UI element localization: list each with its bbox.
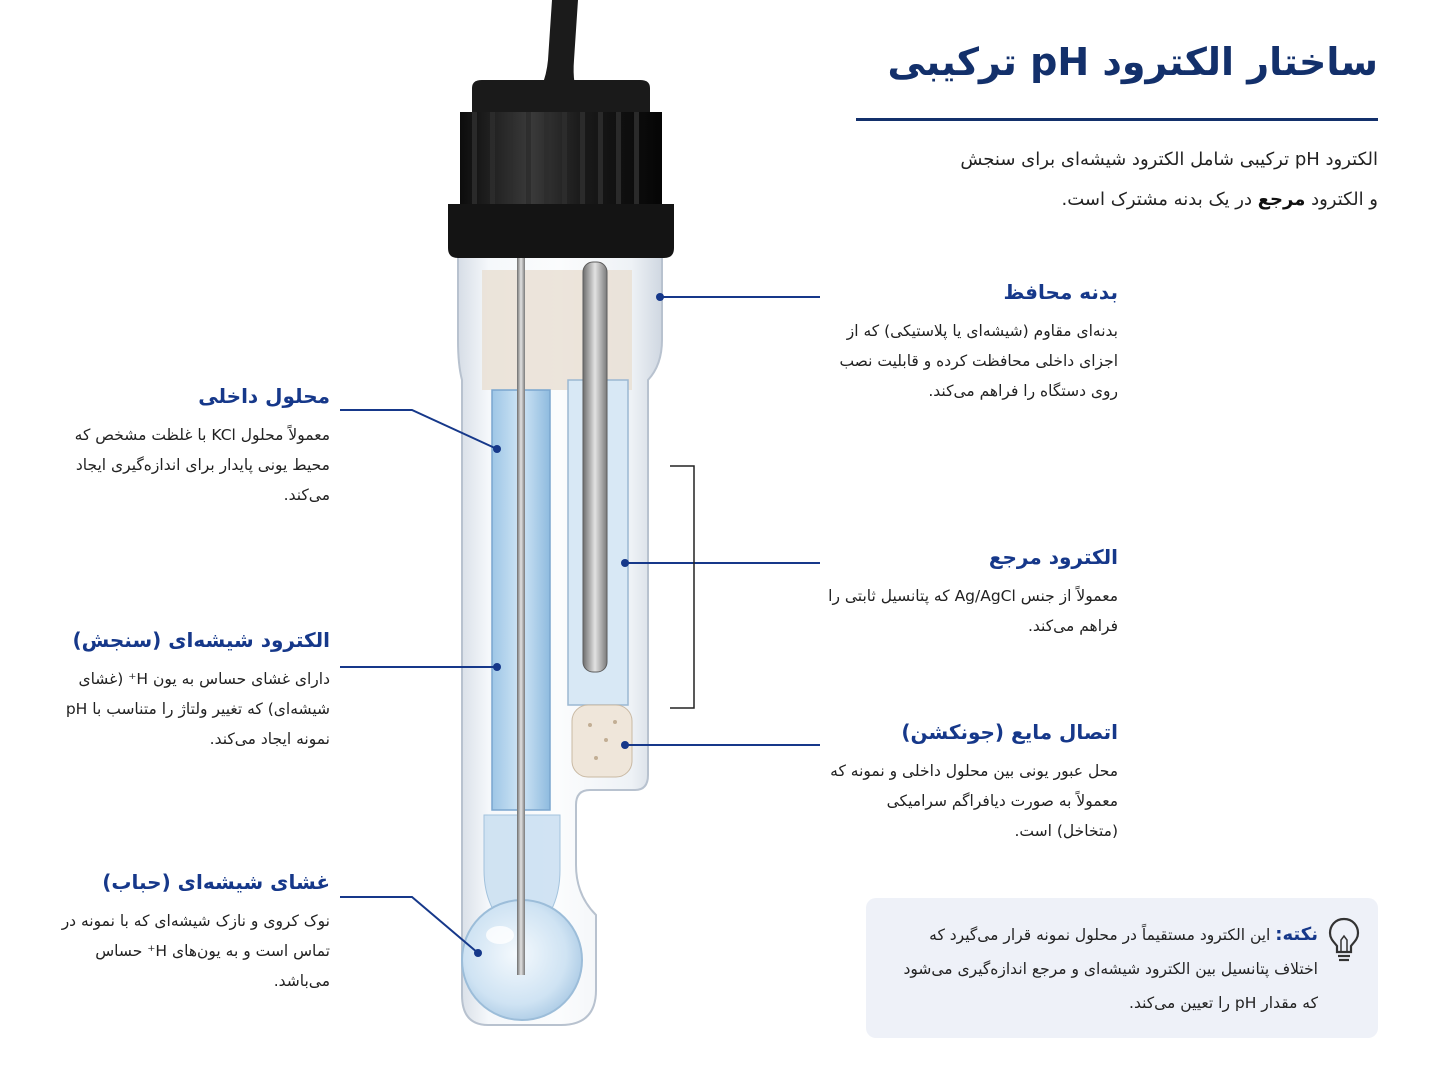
note-text <box>888 918 1318 1020</box>
title-divider <box>856 118 1378 121</box>
label-title: الکترود شیشه‌ای (سنجش) <box>72 628 330 652</box>
label-title: بدنه محافظ <box>1003 280 1118 304</box>
note-box <box>866 898 1378 1038</box>
label-title: الکترود مرجع <box>988 545 1118 569</box>
reference-bracket <box>670 466 694 708</box>
intro-bold-word: مرجع <box>1257 189 1306 210</box>
note-body: این الکترود مستقیماً در محلول نمونه قرار می‌گیرد که اختلاف پتانسیل بین الکترود شیشه‌ای و مرجع اندازه‌گیری می‌شود که مقدار pH را تعیین می‌کند. <box>903 926 1318 1012</box>
lightbulb-icon <box>1326 916 1362 966</box>
label-description: نوک کروی و نازک شیشه‌ای که با نمونه در تماس است و به یون‌های H⁺ حساس می‌باشد. <box>61 912 330 990</box>
label-title: اتصال مایع (جونکشن) <box>901 720 1118 744</box>
label-description: معمولاً محلول KCl با غلظت مشخص که محیط یونی پایدار برای اندازه‌گیری ایجاد می‌کند. <box>74 426 330 504</box>
intro-line-2: و الکترود مرجع در یک بدنه مشترک است. <box>1061 189 1378 210</box>
label-description: دارای غشای حساس به یون H⁺ (غشای شیشه‌ای) که تغییر ولتاژ را متناسب با pH نمونه ایجاد می‌کند. <box>65 670 330 748</box>
label-description: محل عبور یونی بین محلول داخلی و نمونه که معمولاً به صورت دیافراگم سرامیکی (متخاخل) است. <box>830 762 1118 840</box>
page-title: ساختار الکترود pH ترکیبی <box>887 40 1378 84</box>
label-inner-solution <box>50 384 330 510</box>
label-protective-body <box>828 280 1118 406</box>
label-reference-electrode <box>828 545 1118 641</box>
cap-top <box>472 80 650 115</box>
label-title: غشای شیشه‌ای (حباب) <box>102 870 330 894</box>
leader-bulb <box>340 897 478 953</box>
sensing-wire <box>517 255 525 975</box>
reference-rod <box>583 262 607 672</box>
label-description: معمولاً از جنس Ag/AgCl که پتانسیل ثابتی را فراهم می‌کند. <box>828 587 1118 635</box>
label-title: محلول داخلی <box>198 384 330 408</box>
inner-filling <box>482 270 632 390</box>
note-heading: نکته: <box>1275 924 1318 945</box>
cap-base <box>448 204 674 258</box>
intro-text <box>838 140 1378 220</box>
label-glass-electrode <box>50 628 330 754</box>
label-liquid-junction <box>828 720 1118 846</box>
label-glass-membrane <box>50 870 330 996</box>
intro-line-1: الکترود pH ترکیبی شامل الکترود شیشه‌ای برای سنجش <box>960 149 1378 170</box>
label-description: بدنه‌ای مقاوم (شیشه‌ای یا پلاستیکی) که از اجزای داخلی محافظت کرده و قابلیت نصب روی دستگاه را فراهم می‌کند. <box>839 322 1118 400</box>
ceramic-junction <box>572 705 632 777</box>
